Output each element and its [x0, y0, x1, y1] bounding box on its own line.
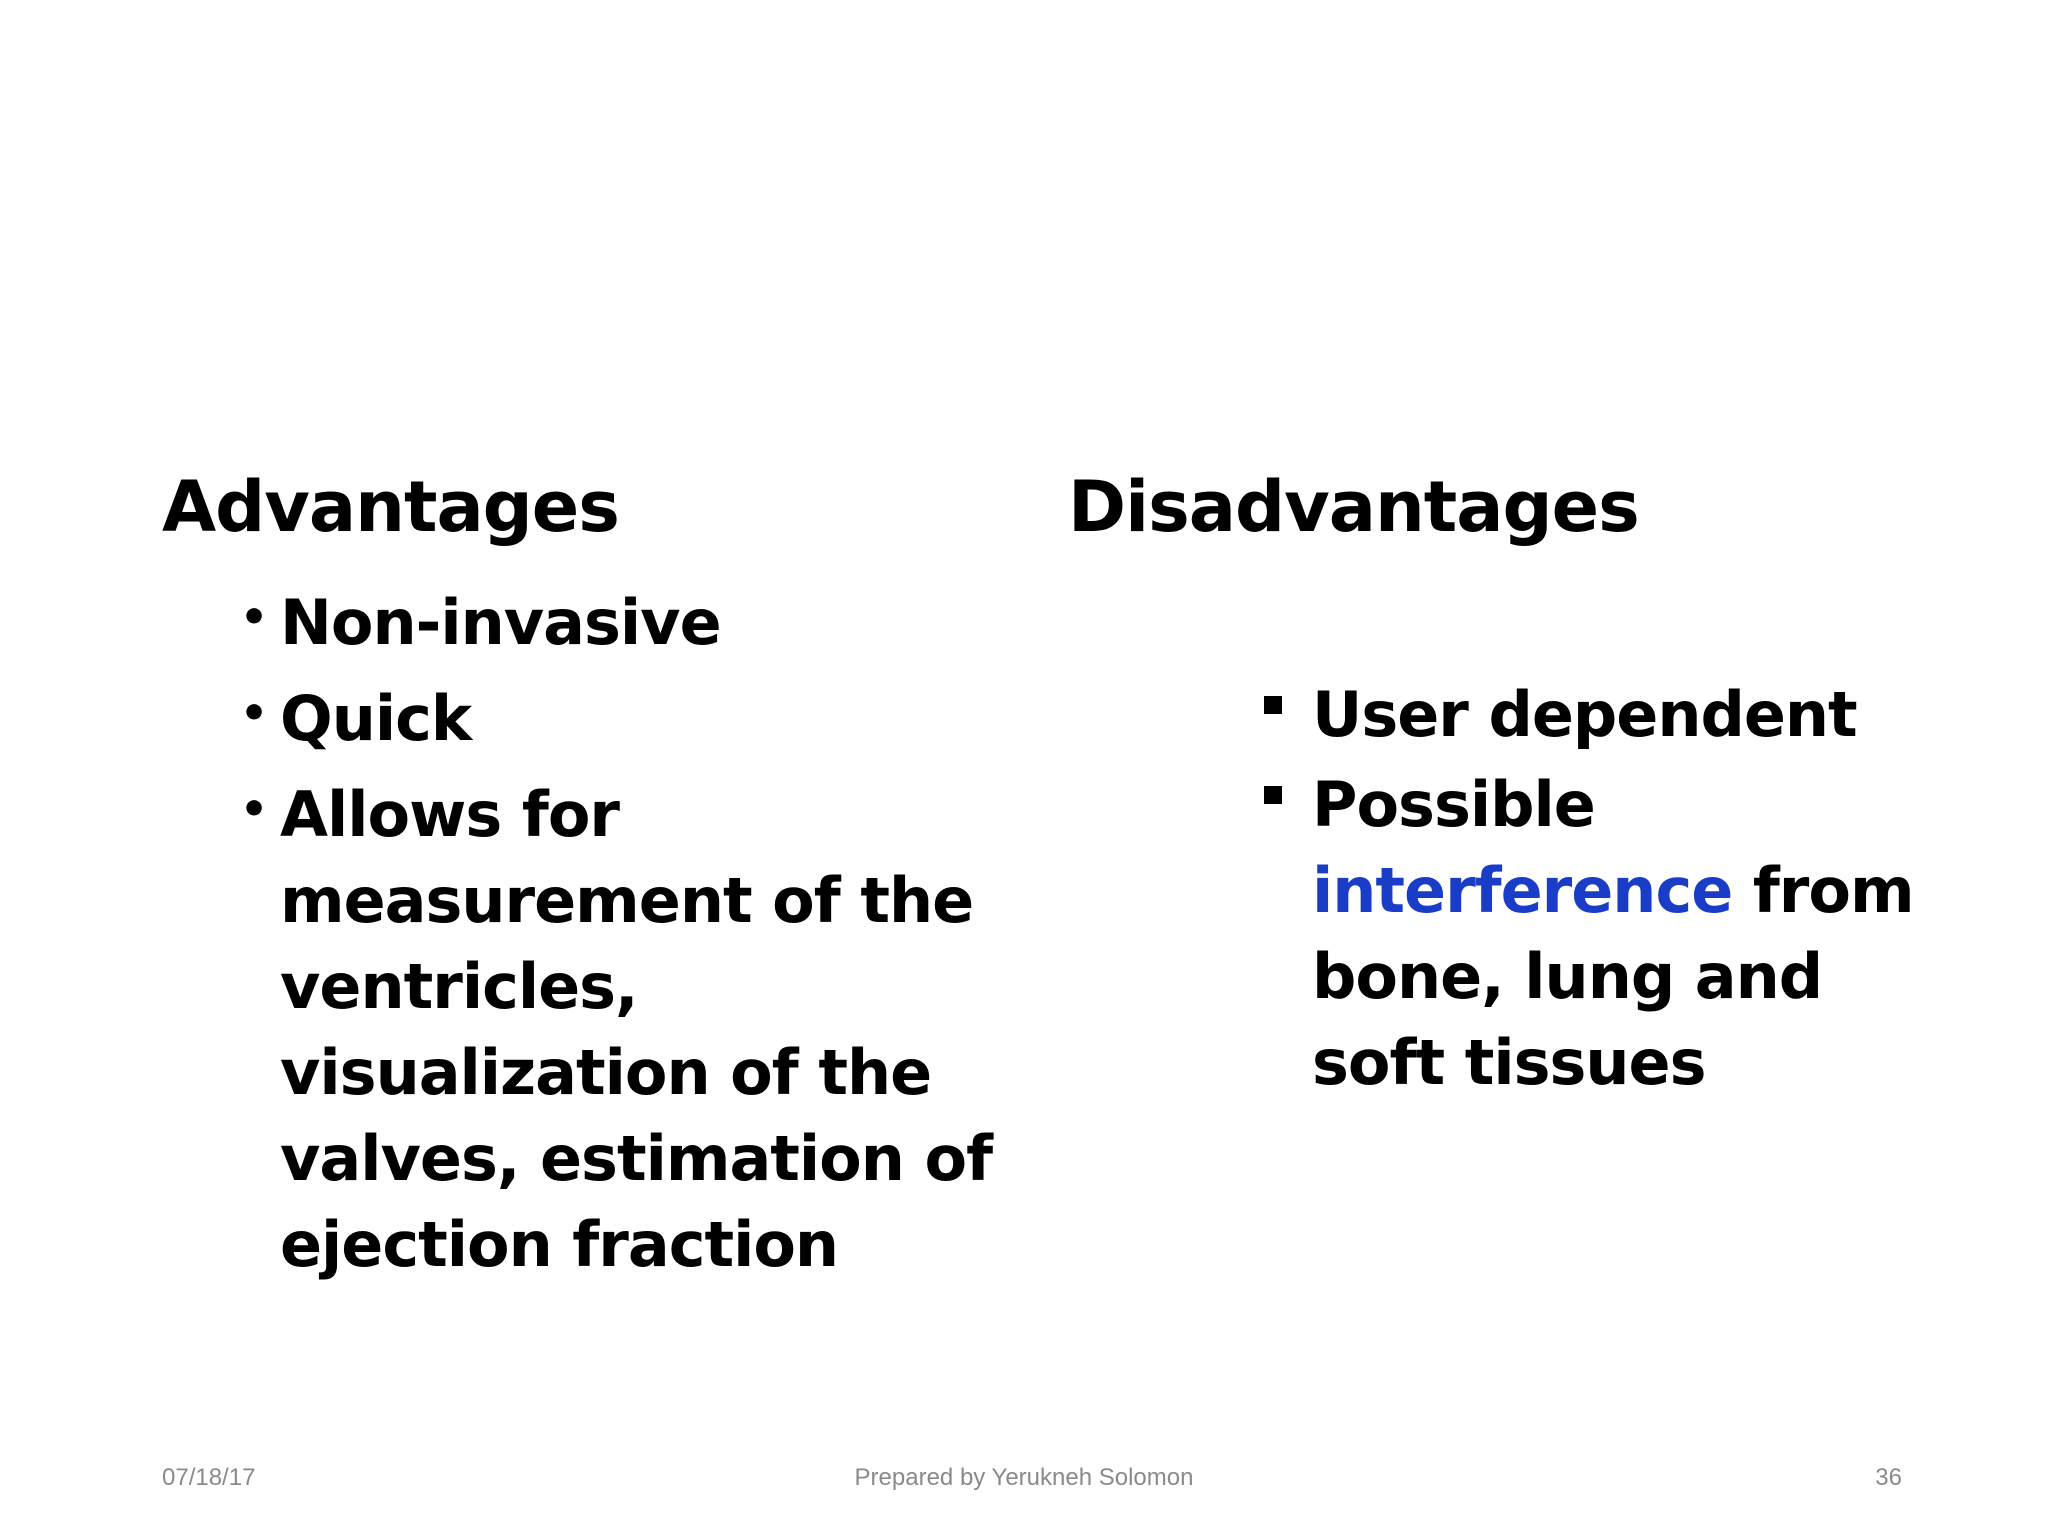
bullet-square-icon	[1264, 786, 1282, 804]
list-item	[1312, 672, 1932, 758]
list-item	[240, 580, 1000, 666]
list-item	[1312, 762, 1932, 1106]
list-item-text-after: from bone, lung and soft tissues	[1312, 854, 1914, 1099]
footer-page-number: 36	[1875, 1464, 1902, 1491]
bullet-dot-icon: •	[240, 592, 268, 643]
footer-author: Prepared by Yerukneh Solomon	[854, 1464, 1194, 1491]
list-item-text-before: Possible	[1312, 768, 1595, 841]
bullet-square-icon	[1264, 696, 1282, 714]
list-item	[240, 772, 1000, 1288]
footer-date: 07/18/17	[162, 1464, 256, 1491]
highlighted-term: interference	[1312, 854, 1733, 927]
advantages-heading: Advantages	[162, 466, 619, 548]
disadvantages-heading: Disadvantages	[1068, 466, 1639, 548]
bullet-dot-icon: •	[240, 688, 268, 739]
list-item-text: User dependent	[1312, 678, 1857, 751]
list-item-text: Allows for measurement of the ventricles, visualization of the valves, estimation of ejection fraction	[280, 778, 993, 1281]
bullet-dot-icon: •	[240, 784, 268, 835]
list-item-text: Non-invasive	[280, 586, 721, 659]
list-item	[240, 676, 1000, 762]
list-item-text: Quick	[280, 682, 472, 755]
disadvantages-list	[1312, 672, 1932, 1110]
advantages-list	[240, 580, 1000, 1298]
